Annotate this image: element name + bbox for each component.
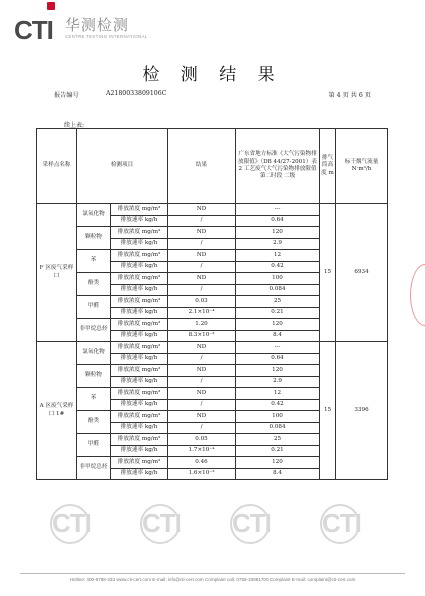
result-value: /: [168, 376, 236, 388]
result-value: 0.03: [168, 296, 236, 308]
result-value: ND: [168, 388, 236, 400]
test-item: 排放浓度 mg/m³: [111, 204, 168, 216]
limit-value: 120: [236, 319, 320, 331]
test-item: 排放浓度 mg/m³: [111, 434, 168, 446]
result-value: 0.46: [168, 457, 236, 469]
footer-contact: Hotline: 400-6788-333 www.cti-cert.com E-mail: info@cti-cert.com Complaint call: 0755-33681700 Complaint E-mail: complaint@cti-cert.com: [69, 577, 356, 582]
result-value: 1.20: [168, 319, 236, 331]
header-flow: 标干烟气流量 N·m³/h: [336, 129, 388, 204]
limit-value: 12: [236, 388, 320, 400]
header-item: 检测项目: [77, 129, 168, 204]
sampling-point: F 区废气采样口: [37, 204, 77, 342]
table-row: [37, 204, 388, 216]
limit-value: ---: [236, 204, 320, 216]
result-value: 2.1×10⁻⁴: [168, 307, 236, 319]
table-row: [37, 342, 388, 354]
result-value: 1.7×10⁻⁴: [168, 445, 236, 457]
limit-value: 0.21: [236, 307, 320, 319]
pollutant-name: 酚类: [77, 273, 111, 296]
test-item: 排放速率 kg/h: [111, 468, 168, 480]
limit-value: 25: [236, 434, 320, 446]
result-value: ND: [168, 365, 236, 377]
limit-value: 120: [236, 365, 320, 377]
logo-chinese-name: 华测检测: [64, 16, 129, 34]
pollutant-name: 甲醛: [77, 434, 111, 457]
result-value: ND: [168, 273, 236, 285]
test-item: 排放速率 kg/h: [111, 445, 168, 457]
pollutant-name: 颗粒物: [77, 365, 111, 388]
seal-stamp-edge: [410, 264, 425, 326]
result-value: /: [168, 238, 236, 250]
watermark-logo: CTI: [232, 508, 271, 538]
result-value: 0.05: [168, 434, 236, 446]
limit-value: 100: [236, 411, 320, 423]
limit-value: 2.9: [236, 376, 320, 388]
limit-value: 120: [236, 227, 320, 239]
limit-value: 12: [236, 250, 320, 262]
result-value: /: [168, 284, 236, 296]
logo-red-square: [47, 2, 55, 10]
pollutant-name: 氯氧化物: [77, 204, 111, 227]
limit-value: 100: [236, 273, 320, 285]
test-item: 排放浓度 mg/m³: [111, 342, 168, 354]
pollutant-name: 非甲烷总烃: [77, 457, 111, 480]
limit-value: 0.64: [236, 215, 320, 227]
test-item: 排放浓度 mg/m³: [111, 273, 168, 285]
header-standard: 广东省地方标准《大气污染物排放限值》（DB 44/27-2001）表 2 工艺废气大气污染物排放限值 第二时段 二级: [236, 129, 320, 204]
limit-value: 8.4: [236, 330, 320, 342]
limit-value: 0.084: [236, 284, 320, 296]
result-value: /: [168, 399, 236, 411]
pollutant-name: 氯氧化物: [77, 342, 111, 365]
report-number-label: 报告编号: [54, 92, 79, 99]
results-table: [36, 128, 388, 480]
test-item: 排放浓度 mg/m³: [111, 411, 168, 423]
company-logo: [14, 16, 148, 50]
test-item: 排放浓度 mg/m³: [111, 227, 168, 239]
table-header-row: [37, 129, 388, 204]
test-item: 排放速率 kg/h: [111, 261, 168, 273]
result-value: ND: [168, 411, 236, 423]
watermark-logo: CTI: [52, 508, 91, 538]
pollutant-name: 苯: [77, 250, 111, 273]
limit-value: 25: [236, 296, 320, 308]
stack-height: 15: [320, 204, 336, 342]
test-item: 排放速率 kg/h: [111, 422, 168, 434]
result-value: ND: [168, 342, 236, 354]
page-title: 检 测 结 果: [142, 65, 283, 85]
page-indicator: 第 4 页 共 6 页: [328, 92, 371, 99]
logo-english-name: CENTRE TESTING INTERNATIONAL: [64, 34, 148, 39]
test-item: 排放浓度 mg/m³: [111, 319, 168, 331]
result-value: /: [168, 353, 236, 365]
test-item: 排放速率 kg/h: [111, 330, 168, 342]
footer-divider: [20, 573, 405, 574]
result-value: /: [168, 215, 236, 227]
test-item: 排放浓度 mg/m³: [111, 457, 168, 469]
result-value: /: [168, 261, 236, 273]
pollutant-name: 酚类: [77, 411, 111, 434]
limit-value: 0.21: [236, 445, 320, 457]
result-value: 8.3×10⁻³: [168, 330, 236, 342]
test-item: 排放速率 kg/h: [111, 399, 168, 411]
result-value: 1.6×10⁻³: [168, 468, 236, 480]
test-item: 排放浓度 mg/m³: [111, 296, 168, 308]
report-number: A2180033809106C: [106, 90, 167, 97]
pollutant-name: 非甲烷总烃: [77, 319, 111, 342]
limit-value: 0.084: [236, 422, 320, 434]
flow-rate: 3396: [336, 342, 388, 480]
limit-value: 0.42: [236, 261, 320, 273]
test-item: 排放速率 kg/h: [111, 307, 168, 319]
test-item: 排放速率 kg/h: [111, 238, 168, 250]
test-item: 排放浓度 mg/m³: [111, 365, 168, 377]
result-value: ND: [168, 227, 236, 239]
limit-value: 2.9: [236, 238, 320, 250]
flow-rate: 6934: [336, 204, 388, 342]
logo-mark: CTI: [14, 15, 53, 45]
pollutant-name: 甲醛: [77, 296, 111, 319]
result-value: ND: [168, 204, 236, 216]
header-point: 采样点名称: [37, 129, 77, 204]
pollutant-name: 颗粒物: [77, 227, 111, 250]
header-result: 结果: [168, 129, 236, 204]
stack-height: 15: [320, 342, 336, 480]
test-item: 排放浓度 mg/m³: [111, 250, 168, 262]
pollutant-name: 苯: [77, 388, 111, 411]
result-value: /: [168, 422, 236, 434]
continued-label: 续上表:: [64, 122, 85, 129]
test-item: 排放速率 kg/h: [111, 284, 168, 296]
limit-value: 8.4: [236, 468, 320, 480]
limit-value: ---: [236, 342, 320, 354]
header-height: 排气筒高度 m: [320, 129, 336, 204]
watermark-logo: CTI: [322, 508, 361, 538]
result-value: ND: [168, 250, 236, 262]
test-item: 排放速率 kg/h: [111, 353, 168, 365]
test-item: 排放速率 kg/h: [111, 376, 168, 388]
limit-value: 0.64: [236, 353, 320, 365]
watermark-logo: CTI: [142, 508, 181, 538]
limit-value: 0.42: [236, 399, 320, 411]
test-item: 排放浓度 mg/m³: [111, 388, 168, 400]
limit-value: 120: [236, 457, 320, 469]
test-item: 排放速率 kg/h: [111, 215, 168, 227]
sampling-point: A 区废气采样口 1#: [37, 342, 77, 480]
